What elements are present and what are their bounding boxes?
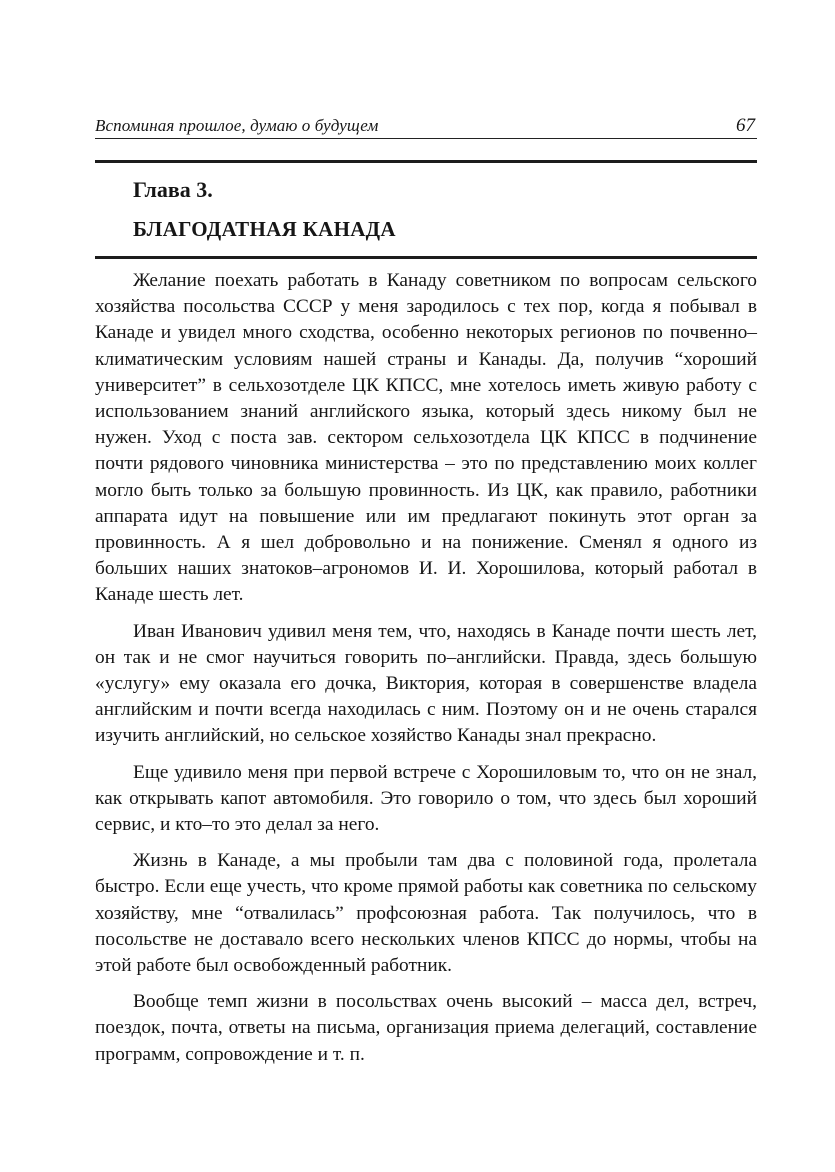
chapter-top-rule [95, 160, 757, 163]
running-header [95, 112, 757, 139]
paragraph: Иван Иванович удивил меня тем, что, находясь в Канаде почти шесть лет, он так и не смог научиться говорить по–английски. Правда, здесь большую «услугу» ему оказала его дочка, Виктория, которая в совершенстве владела английским и почти всегда находилась с ним. Поэтому он и не очень старался изучить английский, но сельское хозяйство Канады знал прекрасно. [95, 620, 757, 747]
paragraph: Жизнь в Канаде, а мы пробыли там два с половиной года, пролетала быстро. Если еще учесть, что кроме прямой работы как советника по сельскому хозяйству, мне “отвалилась” профсоюзная работа. Так получилось, что в посольстве не доставало всего нескольких членов КПСС до нормы, чтобы на этой работе был освобожденный работник. [95, 850, 757, 977]
running-title: Вспоминая прошлое, думаю о будущем [95, 116, 379, 135]
chapter-bottom-rule [95, 256, 757, 259]
paragraph: Еще удивило меня при первой встрече с Хорошиловым то, что он не знал, как открывать капот автомобиля. Это говорило о том, что здесь был хороший сервис, и кто–то это делал за него. [95, 761, 757, 836]
chapter-title: БЛАГОДАТНАЯ КАНАДА [133, 217, 396, 241]
body-text [95, 268, 757, 1078]
paragraph: Желание поехать работать в Канаду советником по вопросам сельского хозяйства посольства СССР у меня зародилось с тех пор, когда я побывал в Канаде и увидел много сходства, особенно некоторых регионов по почвенно–климатическим условиям нашей страны и Канады. Да, получив “хороший университет” в сельхозотделе ЦК КПСС, мне хотелось иметь живую работу с использованием знаний английского языка, который здесь никому был не нужен. Уход с поста зав. сектором сельхозотдела ЦК КПСС в подчинение почти рядового чиновника министерства – это по представлению моих коллег могло быть только за большую провинность. Из ЦК, как правило, работники аппарата идут на повышение или им предлагают покинуть этот орган за провинность. А я шел добровольно и на понижение. Сменял я одного из больших наших знатоков–агрономов И. И. Хорошилова, который работал в Канаде шесть лет. [95, 270, 757, 606]
chapter-label: Глава 3. [133, 177, 213, 202]
page-number: 67 [736, 115, 755, 136]
book-page [95, 0, 757, 1172]
paragraph: Вообще темп жизни в посольствах очень высокий – масса дел, встреч, поездок, почта, ответы на письма, организация приема делегаций, составление программ, сопровождение и т. п. [95, 991, 757, 1065]
